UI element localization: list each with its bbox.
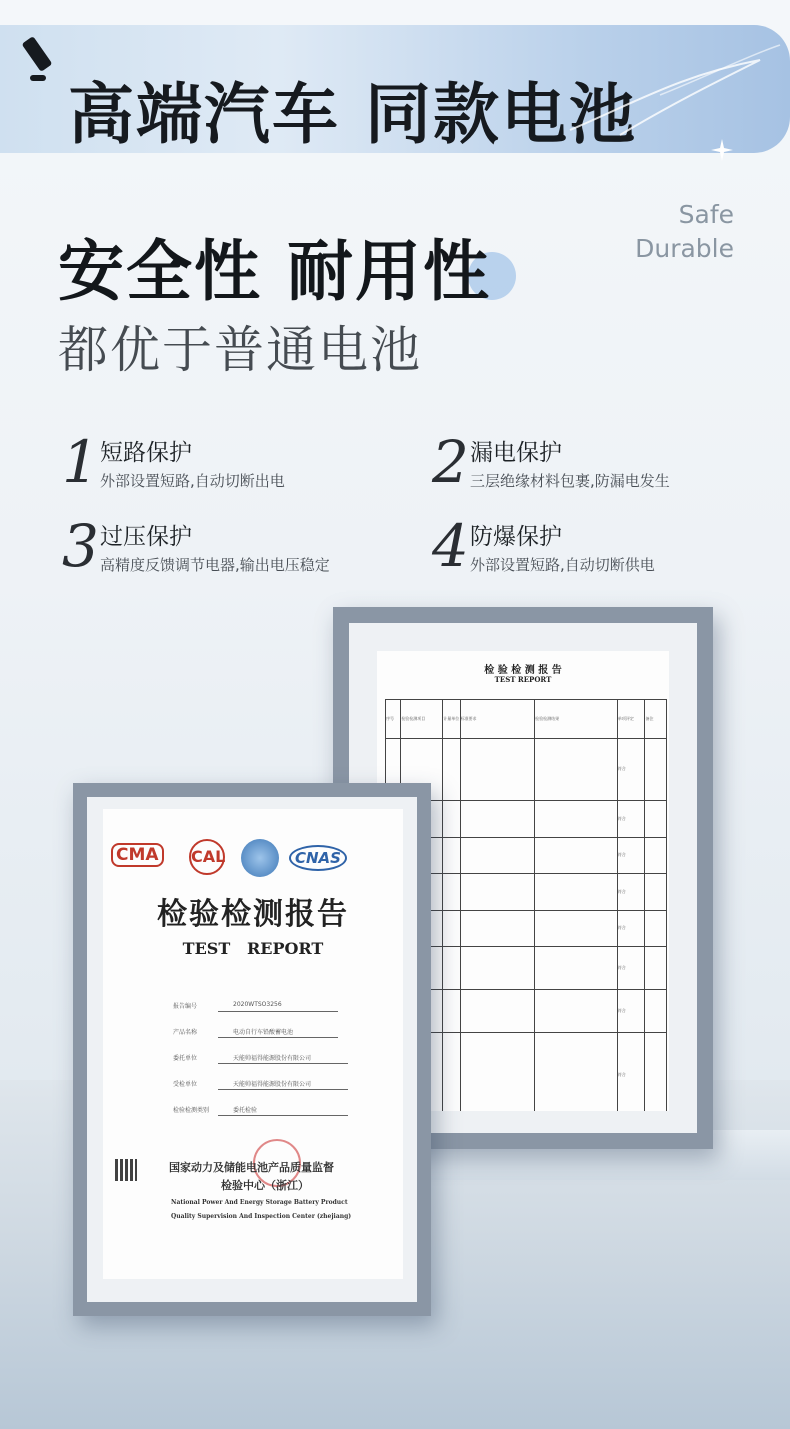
cal-logo: CAL (189, 839, 225, 875)
english-tagline (635, 198, 734, 266)
table-header: 单项评定 (617, 700, 645, 739)
feature-title: 过压保护 (100, 524, 192, 550)
banner-accent-mark (30, 75, 46, 81)
front-certificate-frame (73, 783, 431, 1316)
feature-explosion-proof (432, 512, 762, 588)
qr-code-icon (115, 1159, 137, 1181)
feature-desc: 外部设置短路,自动切断出电 (100, 472, 285, 490)
feature-short-circuit (62, 428, 392, 504)
feature-title: 短路保护 (100, 440, 192, 466)
ilac-logo-icon (241, 839, 279, 877)
feature-overvoltage (62, 512, 392, 588)
verdict-cell: 符合 (617, 947, 645, 990)
feature-title: 漏电保护 (470, 440, 562, 466)
feature-desc: 外部设置短路,自动切断供电 (470, 556, 655, 574)
feature-title: 防爆保护 (470, 524, 562, 550)
back-report-title: 检 验 检 测 报 告 (484, 665, 562, 676)
feature-number: 1 (62, 428, 99, 496)
table-header: 检验检测项目 (401, 700, 443, 739)
table-header: 备注 (645, 700, 667, 739)
front-report-page (103, 809, 403, 1279)
table-header: 序号 (386, 700, 401, 739)
table-header: 标准要求 (460, 700, 535, 739)
cma-logo: CMA (111, 843, 164, 867)
headline: 安全性 耐用性 (58, 233, 491, 310)
top-banner (0, 25, 790, 153)
verdict-cell: 符合 (617, 837, 645, 874)
report-field: 产品名称 电动自行车铅酸蓄电池 (173, 1029, 294, 1036)
table-header: 计量单位 (443, 700, 460, 739)
feature-number: 2 (432, 428, 469, 496)
table-header: 检验检测结果 (535, 700, 618, 739)
report-field: 报告编号 2020WTSO3256 (173, 1001, 282, 1010)
verdict-cell: 符合 (617, 874, 645, 911)
verdict-cell: 符合 (617, 738, 645, 800)
back-report-title-en: TEST REPORT (494, 675, 552, 684)
feature-number: 4 (432, 512, 469, 580)
issuer-name-en-2: Quality Supervision And Inspection Center (zhejiang) (171, 1213, 352, 1220)
verdict-cell: 符合 (617, 910, 645, 947)
issuer-name-cn-2: 检验中心（浙江） (221, 1179, 309, 1192)
report-field: 委托单位 天能帅福得能源股份有限公司 (173, 1055, 312, 1062)
verdict-cell: 符合 (617, 990, 645, 1033)
feature-number: 3 (62, 512, 99, 580)
verdict-cell: 符合 (617, 1032, 645, 1111)
issuer-name-cn: 国家动力及储能电池产品质量监督 (169, 1161, 334, 1174)
banner-accent-mark (22, 36, 53, 72)
front-report-title-en: TEST REPORT (182, 939, 324, 958)
verdict-cell: 符合 (617, 800, 645, 837)
feature-desc: 三层绝缘材料包裹,防漏电发生 (470, 472, 670, 490)
swirl-decoration-icon (560, 35, 790, 145)
sparkle-icon (711, 139, 733, 161)
issuer-name-en: National Power And Energy Storage Battery Product (171, 1199, 348, 1206)
subheadline: 都优于普通电池 (58, 321, 422, 379)
report-field: 受检单位 天能帅福得能源股份有限公司 (173, 1081, 312, 1088)
feature-desc: 高精度反馈调节电器,输出电压稳定 (100, 556, 330, 574)
cnas-logo: CNAS (289, 845, 347, 871)
report-field: 检验检测类别 委托检验 (173, 1107, 258, 1114)
tagline-safe: Safe (678, 200, 734, 229)
tagline-durable: Durable (635, 234, 734, 263)
front-report-title: 检验检测报告 (157, 897, 349, 932)
banner-title: 高端汽车 同款电池 (68, 76, 637, 153)
feature-leakage (432, 428, 762, 504)
